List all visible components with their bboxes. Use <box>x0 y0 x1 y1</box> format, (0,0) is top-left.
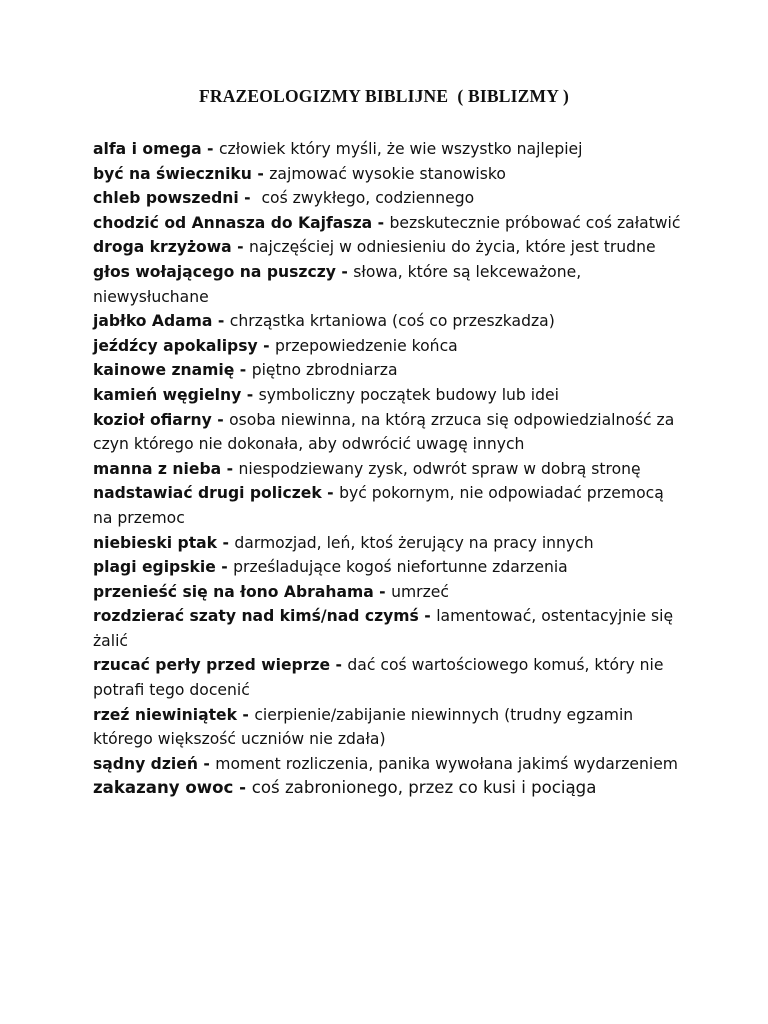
separator: - <box>201 140 219 158</box>
phrase-definition: zajmować wysokie stanowisko <box>269 164 506 183</box>
separator: - <box>373 582 392 601</box>
phrase-definition: chrząstka krtaniowa (coś co przeszkadza) <box>229 312 555 331</box>
phrase-definition: osoba niewinna, na którą zrzuca się odpowiedzialność za czyn którego nie dokonała, aby odwrócić uwagę innych <box>93 410 675 454</box>
list-item <box>93 309 683 334</box>
list-item <box>93 162 683 187</box>
list-item <box>93 235 683 260</box>
phrase-term: jabłko Adama <box>93 312 213 331</box>
phrase-definition: coś zwykłego, codziennego <box>261 189 475 208</box>
list-item <box>93 186 683 211</box>
separator: - <box>418 607 437 626</box>
separator: - <box>234 361 252 380</box>
phrase-term: chodzić od Annasza do Kajfasza <box>93 213 373 232</box>
separator: - <box>211 410 230 429</box>
phrase-term: kamień węgielny <box>93 385 242 404</box>
phrase-definition: symboliczny początek budowy lub idei <box>258 385 559 404</box>
phrase-term: przenieść się na łono Abrahama <box>93 582 374 601</box>
list-item <box>93 457 683 482</box>
separator: - <box>197 754 216 773</box>
phrase-list <box>93 137 683 801</box>
phrase-definition: darmozjad, leń, ktoś żerujący na pracy innych <box>234 533 594 552</box>
separator: - <box>215 558 234 577</box>
separator: - <box>335 262 354 281</box>
separator: - <box>217 533 235 552</box>
list-item <box>93 531 683 556</box>
list-item <box>93 260 683 309</box>
list-item <box>93 211 683 236</box>
phrase-term: sądny dzień <box>93 754 198 773</box>
list-item <box>93 653 683 702</box>
phrase-term: rzeź niewiniątek <box>93 705 237 724</box>
list-item <box>93 752 683 777</box>
phrase-definition: słowa, które są lekceważone, niewysłuchane <box>93 262 582 306</box>
list-item <box>93 580 683 605</box>
phrase-term: jeźdźcy apokalipsy <box>93 336 258 355</box>
list-item <box>93 775 683 801</box>
phrase-term: rozdzierać szaty nad kimś/nad czymś <box>93 607 419 626</box>
phrase-term: plagi egipskie <box>93 558 216 577</box>
phrase-definition: bezskutecznie próbować coś załatwić <box>389 213 681 232</box>
separator: - <box>251 164 270 183</box>
phrase-term: chleb powszedni <box>93 189 239 208</box>
list-item <box>93 555 683 580</box>
phrase-definition: niespodziewany zysk, odwrót spraw w dobrą stronę <box>238 459 641 478</box>
separator: - <box>212 312 230 331</box>
separator: - <box>330 656 348 675</box>
phrase-definition: dać coś wartościowego komuś, który nie potrafi tego docenić <box>93 656 664 700</box>
separator: - <box>221 459 239 478</box>
phrase-definition: cierpienie/zabijanie niewinnych (trudny egzamin którego większość uczniów nie zdała) <box>93 705 634 749</box>
separator: - <box>238 189 262 208</box>
phrase-term: zakazany owoc <box>93 778 234 798</box>
list-item <box>93 604 683 653</box>
phrase-term: kozioł ofiarny <box>93 410 212 429</box>
phrase-term: być na świeczniku <box>93 164 252 183</box>
separator: - <box>321 484 340 503</box>
phrase-term: nadstawiać drugi policzek <box>93 484 322 503</box>
phrase-definition: lamentować, ostentacyjnie się żalić <box>93 607 674 650</box>
phrase-definition: być pokornym, nie odpowiadać przemocą na przemoc <box>93 484 664 527</box>
list-item <box>93 383 683 408</box>
phrase-term: głos wołającego na puszczy <box>93 262 336 281</box>
list-item <box>93 358 683 383</box>
separator: - <box>231 238 250 257</box>
phrase-term: droga krzyżowa <box>93 238 232 257</box>
phrase-definition: najczęściej w odniesieniu do życia, które jest trudne <box>249 238 656 257</box>
phrase-term: kainowe znamię <box>93 361 235 380</box>
phrase-term: manna z nieba <box>93 459 222 478</box>
phrase-term: rzucać perły przed wieprze <box>93 656 331 675</box>
list-item <box>93 137 683 162</box>
phrase-term: niebieski ptak <box>93 533 218 552</box>
phrase-definition: przepowiedzenie końca <box>275 336 458 355</box>
separator: - <box>241 385 259 404</box>
page-title: FRAZEOLOGIZMY BIBLIJNE ( BIBLIZMY ) <box>198 86 570 106</box>
separator: - <box>372 213 390 232</box>
separator: - <box>257 336 276 355</box>
separator: - <box>237 705 255 724</box>
separator: - <box>233 778 252 798</box>
phrase-definition: umrzeć <box>391 582 449 601</box>
phrase-definition: prześladujące kogoś niefortunne zdarzenia <box>233 558 568 577</box>
list-item <box>93 408 683 457</box>
phrase-definition: piętno zbrodniarza <box>251 361 398 380</box>
phrase-definition: człowiek który myśli, że wie wszystko najlepiej <box>218 140 583 158</box>
list-item <box>93 481 683 530</box>
phrase-term: alfa i omega <box>93 140 202 158</box>
list-item <box>93 703 683 752</box>
phrase-definition: moment rozliczenia, panika wywołana jakimś wydarzeniem <box>215 754 678 773</box>
list-item <box>93 334 683 359</box>
phrase-definition: coś zabronionego, przez co kusi i pociąga <box>251 778 597 798</box>
